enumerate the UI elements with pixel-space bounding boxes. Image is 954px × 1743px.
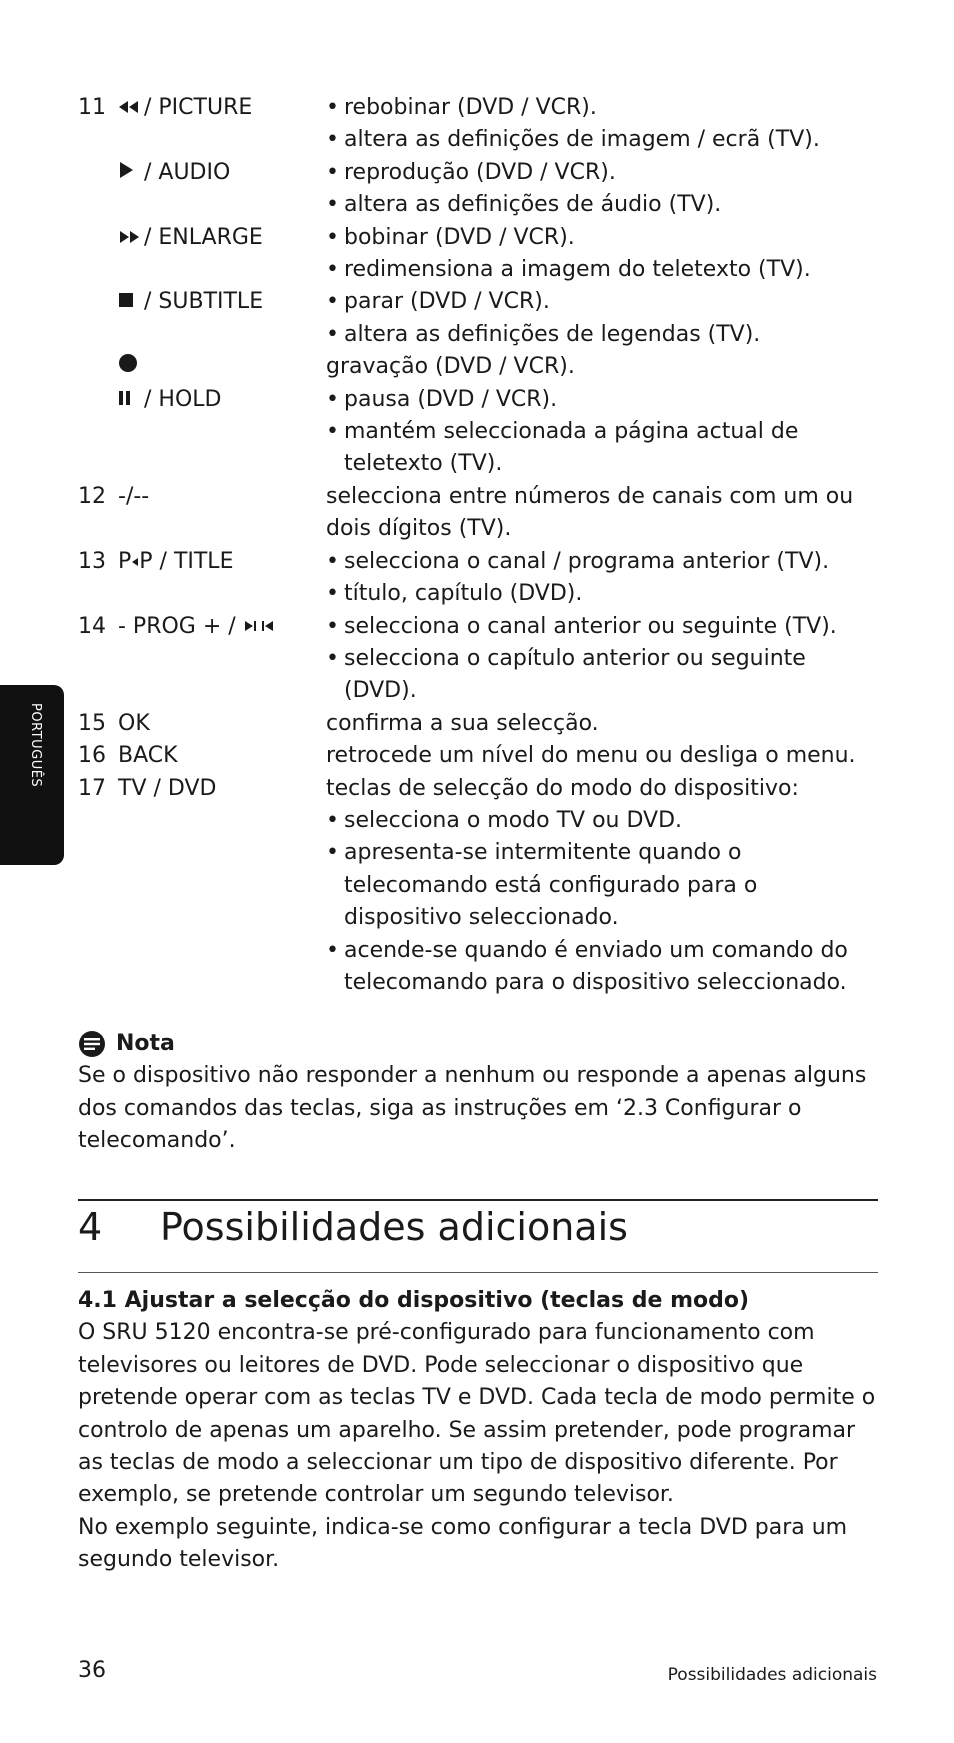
- key-label: - PROG + /: [118, 613, 236, 639]
- table-row: [78, 286, 878, 351]
- note-icon: [78, 1030, 106, 1058]
- section-divider-bottom: [78, 1272, 878, 1273]
- key-label: BACK: [118, 743, 178, 769]
- key-description-table: [78, 92, 878, 999]
- table-row: [78, 384, 878, 481]
- stop-icon: [118, 286, 144, 318]
- list-item: • bobinar (DVD / VCR).: [326, 224, 575, 250]
- subsection-title: 4.1 Ajustar a selecção do dispositivo (teclas de modo): [78, 1288, 750, 1313]
- list-item: • selecciona o modo TV ou DVD.: [326, 807, 683, 833]
- note-title: Nota: [116, 1031, 175, 1056]
- key-description: teclas de selecção do modo do dispositivo:: [326, 775, 799, 801]
- key-number: 17: [78, 775, 106, 801]
- table-row: [78, 708, 878, 740]
- key-label: / SUBTITLE: [144, 289, 264, 315]
- table-row: [78, 481, 878, 546]
- list-item: • selecciona o capítulo anterior ou seguinte (DVD).: [326, 645, 806, 704]
- section-divider-top: [78, 1199, 878, 1201]
- key-label: / PICTURE: [144, 95, 253, 120]
- list-item: • rebobinar (DVD / VCR).: [326, 95, 597, 120]
- list-item: • selecciona o canal anterior ou seguinte (TV).: [326, 613, 837, 639]
- list-item: • pausa (DVD / VCR).: [326, 386, 558, 412]
- key-label: / AUDIO: [144, 159, 231, 185]
- table-row: [78, 351, 878, 383]
- list-item: • altera as definições de legendas (TV).: [326, 321, 761, 347]
- list-item: • selecciona o canal / programa anterior (TV).: [326, 548, 830, 574]
- key-label: / ENLARGE: [144, 224, 263, 250]
- list-item: • apresenta-se intermitente quando o telecomando está configurado para o dispositivo seleccionado.: [326, 840, 758, 931]
- table-row: [78, 740, 878, 772]
- language-label: PORTUGUÊS: [28, 703, 43, 788]
- key-label: OK: [118, 710, 150, 736]
- key-description: gravação (DVD / VCR).: [326, 354, 575, 380]
- record-icon: [118, 351, 144, 383]
- pause-icon: [118, 384, 144, 416]
- list-item: • altera as definições de imagem / ecrã (TV).: [326, 127, 820, 153]
- fast-forward-icon: [118, 222, 144, 254]
- section-title: Possibilidades adicionais: [160, 1205, 628, 1249]
- language-side-tab: [0, 685, 64, 865]
- key-description: retrocede um nível do menu ou desliga o menu.: [326, 743, 856, 769]
- key-number: 16: [78, 743, 106, 769]
- note-text: Se o dispositivo não responder a nenhum ou responde a apenas alguns dos comandos das teclas, siga as instruções em ‘2.3 Configurar o telecomando’.: [78, 1063, 867, 1154]
- list-item: • reprodução (DVD / VCR).: [326, 159, 616, 185]
- table-row: [78, 92, 878, 157]
- list-item: • redimensiona a imagem do teletexto (TV).: [326, 257, 811, 283]
- list-item: • altera as definições de áudio (TV).: [326, 192, 722, 218]
- key-number: 12: [78, 483, 106, 509]
- key-label: TV / DVD: [118, 775, 217, 801]
- table-row: [78, 611, 878, 708]
- subsection: [78, 1285, 878, 1577]
- page-number: 36: [78, 1658, 106, 1683]
- table-row: [78, 157, 878, 222]
- list-item: • acende-se quando é enviado um comando do telecomando para o dispositivo seleccionado.: [326, 937, 848, 995]
- key-number: 13: [78, 548, 106, 574]
- key-description: selecciona entre números de canais com um ou dois dígitos (TV).: [326, 483, 854, 542]
- skip-next-previous-icon: [243, 611, 277, 643]
- paragraph: No exemplo seguinte, indica-se como configurar a tecla DVD para um segundo televisor.: [78, 1514, 848, 1573]
- section-heading: [78, 1205, 628, 1249]
- key-number: 15: [78, 710, 106, 736]
- list-item: • mantém seleccionada a página actual de teletexto (TV).: [326, 419, 799, 477]
- play-icon: [118, 157, 144, 189]
- table-row: 13 P P / TITLE • selecciona o canal / programa anterior (TV). • título, capítulo (DVD).: [78, 546, 878, 611]
- key-label: / HOLD: [144, 386, 222, 412]
- key-description: confirma a sua selecção.: [326, 710, 599, 736]
- table-row: [78, 773, 878, 1000]
- note-box: [78, 1028, 878, 1158]
- list-item: • parar (DVD / VCR).: [326, 289, 550, 315]
- key-number: 11: [78, 95, 106, 120]
- running-title: Possibilidades adicionais: [667, 1665, 877, 1685]
- list-item: • título, capítulo (DVD).: [326, 581, 583, 607]
- key-label: P / TITLE: [139, 548, 234, 574]
- section-number: 4: [78, 1205, 103, 1249]
- rewind-icon: [118, 92, 144, 124]
- key-number: 14: [78, 613, 106, 639]
- table-row: [78, 222, 878, 287]
- key-label: -/--: [118, 483, 150, 509]
- paragraph: O SRU 5120 encontra-se pré-configurado para funcionamento com televisores ou leitores de DVD. Pode seleccionar o dispositivo que pretende operar com as teclas TV e DVD. Cada tecla de modo permite o controlo de apenas um aparelho. Se assim pretender, pode programar as teclas de modo a seleccionar um tipo de dispositivo diferente. Por exemplo, se pretende controlar um segundo televisor.: [78, 1320, 876, 1508]
